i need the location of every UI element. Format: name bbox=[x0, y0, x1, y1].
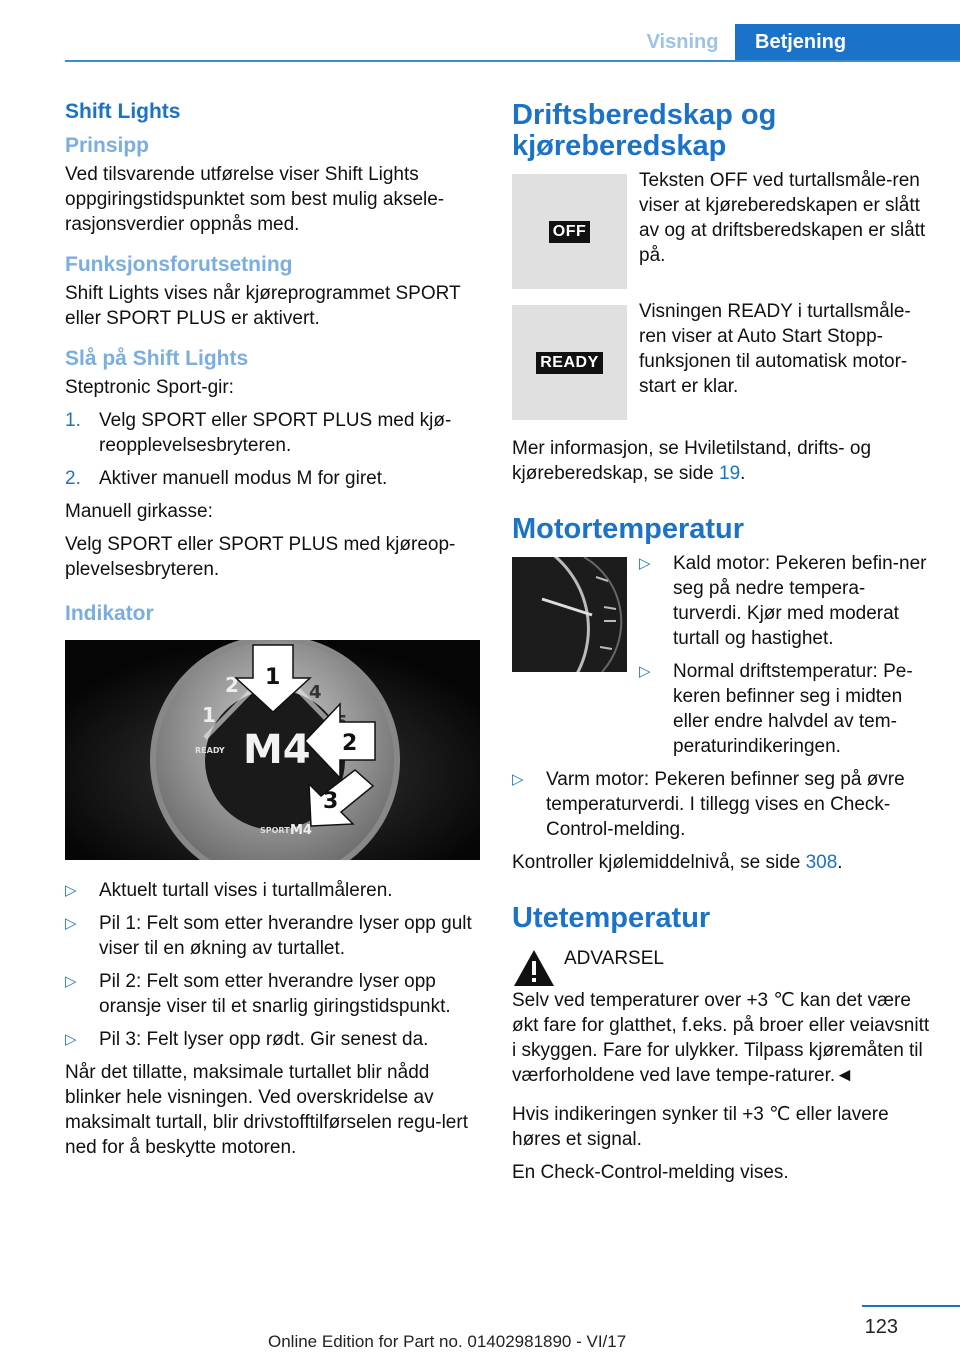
temperature-gauge-illustration bbox=[512, 557, 627, 672]
tick-label: 4 bbox=[309, 682, 322, 703]
ready-display-label: READY bbox=[536, 352, 603, 374]
heading-utetemperatur: Utetemperatur bbox=[512, 902, 711, 934]
footer-rule bbox=[862, 1305, 960, 1307]
heading-sla-pa: Slå på Shift Lights bbox=[65, 347, 249, 370]
warning-triangle-icon bbox=[512, 948, 556, 988]
steptronic-label: Steptronic Sport-gir: bbox=[65, 377, 234, 398]
final-text: Når det tillatte, maksimale turtallet blir nådd blinker hele visningen. Ved overskridelse av maksimalt turtall, blir drivstofftilførselen regu-lert ned for å beskytte motoren. bbox=[65, 1062, 468, 1158]
bullet-text: Varm motor: Pekeren befinner seg på øvre temperaturverdi. I tillegg vises en Check-Control-melding. bbox=[546, 769, 905, 840]
temperature-gauge-image bbox=[512, 557, 627, 672]
ready-figure-row bbox=[512, 301, 932, 420]
tick-label: 2 bbox=[225, 673, 239, 697]
heading-funksjonsforutsetning: Funksjonsforutsetning bbox=[65, 253, 293, 276]
forutsetning-text: Shift Lights vises når kjøreprogrammet SPORT eller SPORT PLUS er aktivert. bbox=[65, 283, 461, 329]
step-text: Aktiver manuell modus M for giret. bbox=[99, 468, 388, 489]
gear-indicator: M4 bbox=[243, 727, 311, 773]
manuell-text: Velg SPORT eller SPORT PLUS med kjøreop-plevelsesbryteren. bbox=[65, 534, 456, 580]
list-item bbox=[65, 1027, 483, 1052]
sport-label: SPORT bbox=[260, 826, 290, 835]
manuell-label: Manuell girkasse: bbox=[65, 501, 213, 522]
bullet-icon: ▷ bbox=[65, 882, 77, 899]
kontroller-text: Kontroller kjølemiddelnivå, se side 308. bbox=[512, 852, 843, 873]
bullet-text: Aktuelt turtall vises i turtallmåleren. bbox=[99, 880, 393, 901]
warning-block bbox=[512, 946, 932, 988]
bullet-text: Pil 1: Felt som etter hverandre lyser opp gult viser til en økning av turtallet. bbox=[99, 913, 472, 959]
right-column bbox=[512, 100, 932, 1193]
edition-text: Online Edition for Part no. 01402981890 - VI/17 bbox=[268, 1332, 627, 1351]
off-display-image bbox=[512, 174, 627, 289]
bullet-icon: ▷ bbox=[65, 1031, 77, 1048]
list-item bbox=[65, 969, 483, 1019]
motor-bullets bbox=[639, 551, 932, 767]
bullet-icon: ▷ bbox=[65, 973, 77, 990]
mer-info-body: Mer informasjon, se Hviletilstand, drifts- og kjøreberedskap, se side bbox=[512, 438, 872, 484]
heading-prinsipp: Prinsipp bbox=[65, 134, 150, 157]
list-item bbox=[65, 878, 483, 903]
tab-visning[interactable]: Visning bbox=[630, 24, 735, 60]
bullet-text: Pil 3: Felt lyser opp rødt. Gir senest da. bbox=[99, 1029, 429, 1050]
warning-title: ADVARSEL bbox=[564, 948, 664, 969]
list-item bbox=[639, 551, 932, 651]
bullet-text: Kald motor: Pekeren befin-ner seg på nedre tempera-turverdi. Kjør med moderat turtall og hastighet. bbox=[673, 553, 927, 649]
ready-description: Visningen READY i turtallsmåle-ren viser at Auto Start Stopp-funksjonen til automatisk motor-start er klar. bbox=[639, 301, 911, 397]
bullet-text: Normal driftstemperatur: Pe-keren befinner seg i midten eller endre halvdel av tem-peraturindikeringen. bbox=[673, 661, 913, 757]
tachometer-illustration bbox=[65, 640, 480, 860]
list-item bbox=[512, 767, 932, 842]
step-number: 2. bbox=[65, 468, 81, 489]
header-rule bbox=[65, 60, 960, 62]
sport-gear-label: M4 bbox=[290, 823, 312, 838]
steps-list bbox=[65, 408, 483, 491]
shift-lights-indicator-image bbox=[65, 640, 480, 860]
arrow-label: 3 bbox=[323, 789, 339, 814]
bullet-icon: ▷ bbox=[639, 555, 651, 572]
step-text: Velg SPORT eller SPORT PLUS med kjø-reopplevelsesbryteren. bbox=[99, 410, 452, 456]
bullet-text: Pil 2: Felt som etter hverandre lyser opp oransje viser til et snarlig giringstidspunkt. bbox=[99, 971, 451, 1017]
list-item bbox=[639, 659, 932, 759]
prinsipp-text: Ved tilsvarende utførelse viser Shift Lights oppgiringstidspunktet som best mulig aksele-rasjonsverdier oppnås med. bbox=[65, 164, 445, 235]
motor-figure-row bbox=[512, 553, 932, 767]
bullet-icon: ▷ bbox=[512, 771, 524, 788]
off-description: Teksten OFF ved turtallsmåle-ren viser at kjøreberedskapen er slått av og at driftsberedskapen er slått på. bbox=[639, 170, 926, 266]
motor-bullets-full bbox=[512, 767, 932, 842]
bullet-icon: ▷ bbox=[65, 915, 77, 932]
mer-info-text: Mer informasjon, se Hviletilstand, drifts- og kjøreberedskap, se side 19. bbox=[512, 438, 872, 484]
list-item bbox=[65, 911, 483, 961]
list-item bbox=[65, 408, 483, 458]
heading-indikator: Indikator bbox=[65, 602, 154, 625]
ready-label: READY bbox=[195, 746, 225, 755]
off-display-label: OFF bbox=[549, 221, 591, 243]
page-number: 123 bbox=[864, 1316, 898, 1338]
page-link-308[interactable]: 308 bbox=[805, 852, 838, 873]
warning-text: Selv ved temperaturer over +3 ℃ kan det være økt fare for glatthet, f.eks. på broer eller veiavsnitt i skyggen. Fare for ulykker. Tilpass kjøremåten til værforholdene ved lave tempe-raturer.◄ bbox=[512, 990, 930, 1086]
heading-driftsberedskap: Driftsberedskap og kjøreberedskap bbox=[512, 99, 777, 162]
tab-betjening[interactable]: Betjening bbox=[735, 24, 960, 60]
list-item bbox=[65, 466, 483, 491]
tick-label: 1 bbox=[202, 703, 216, 727]
heading-motortemperatur: Motortemperatur bbox=[512, 513, 745, 545]
kontroller-body: Kontroller kjølemiddelnivå, se side bbox=[512, 852, 806, 873]
left-column bbox=[65, 100, 483, 1168]
page-link-19[interactable]: 19 bbox=[719, 463, 741, 484]
hvis-text: Hvis indikeringen synker til +3 ℃ eller lavere høres et signal. bbox=[512, 1104, 889, 1150]
indikator-bullets bbox=[65, 878, 483, 1052]
arrow-label: 2 bbox=[342, 731, 358, 756]
off-figure-row bbox=[512, 170, 932, 289]
ready-display-image bbox=[512, 305, 627, 420]
section-title-shift-lights: Shift Lights bbox=[65, 100, 181, 123]
bullet-icon: ▷ bbox=[639, 663, 651, 680]
check-control-text: En Check-Control-melding vises. bbox=[512, 1162, 789, 1183]
step-number: 1. bbox=[65, 410, 81, 431]
arrow-label: 1 bbox=[265, 665, 281, 690]
